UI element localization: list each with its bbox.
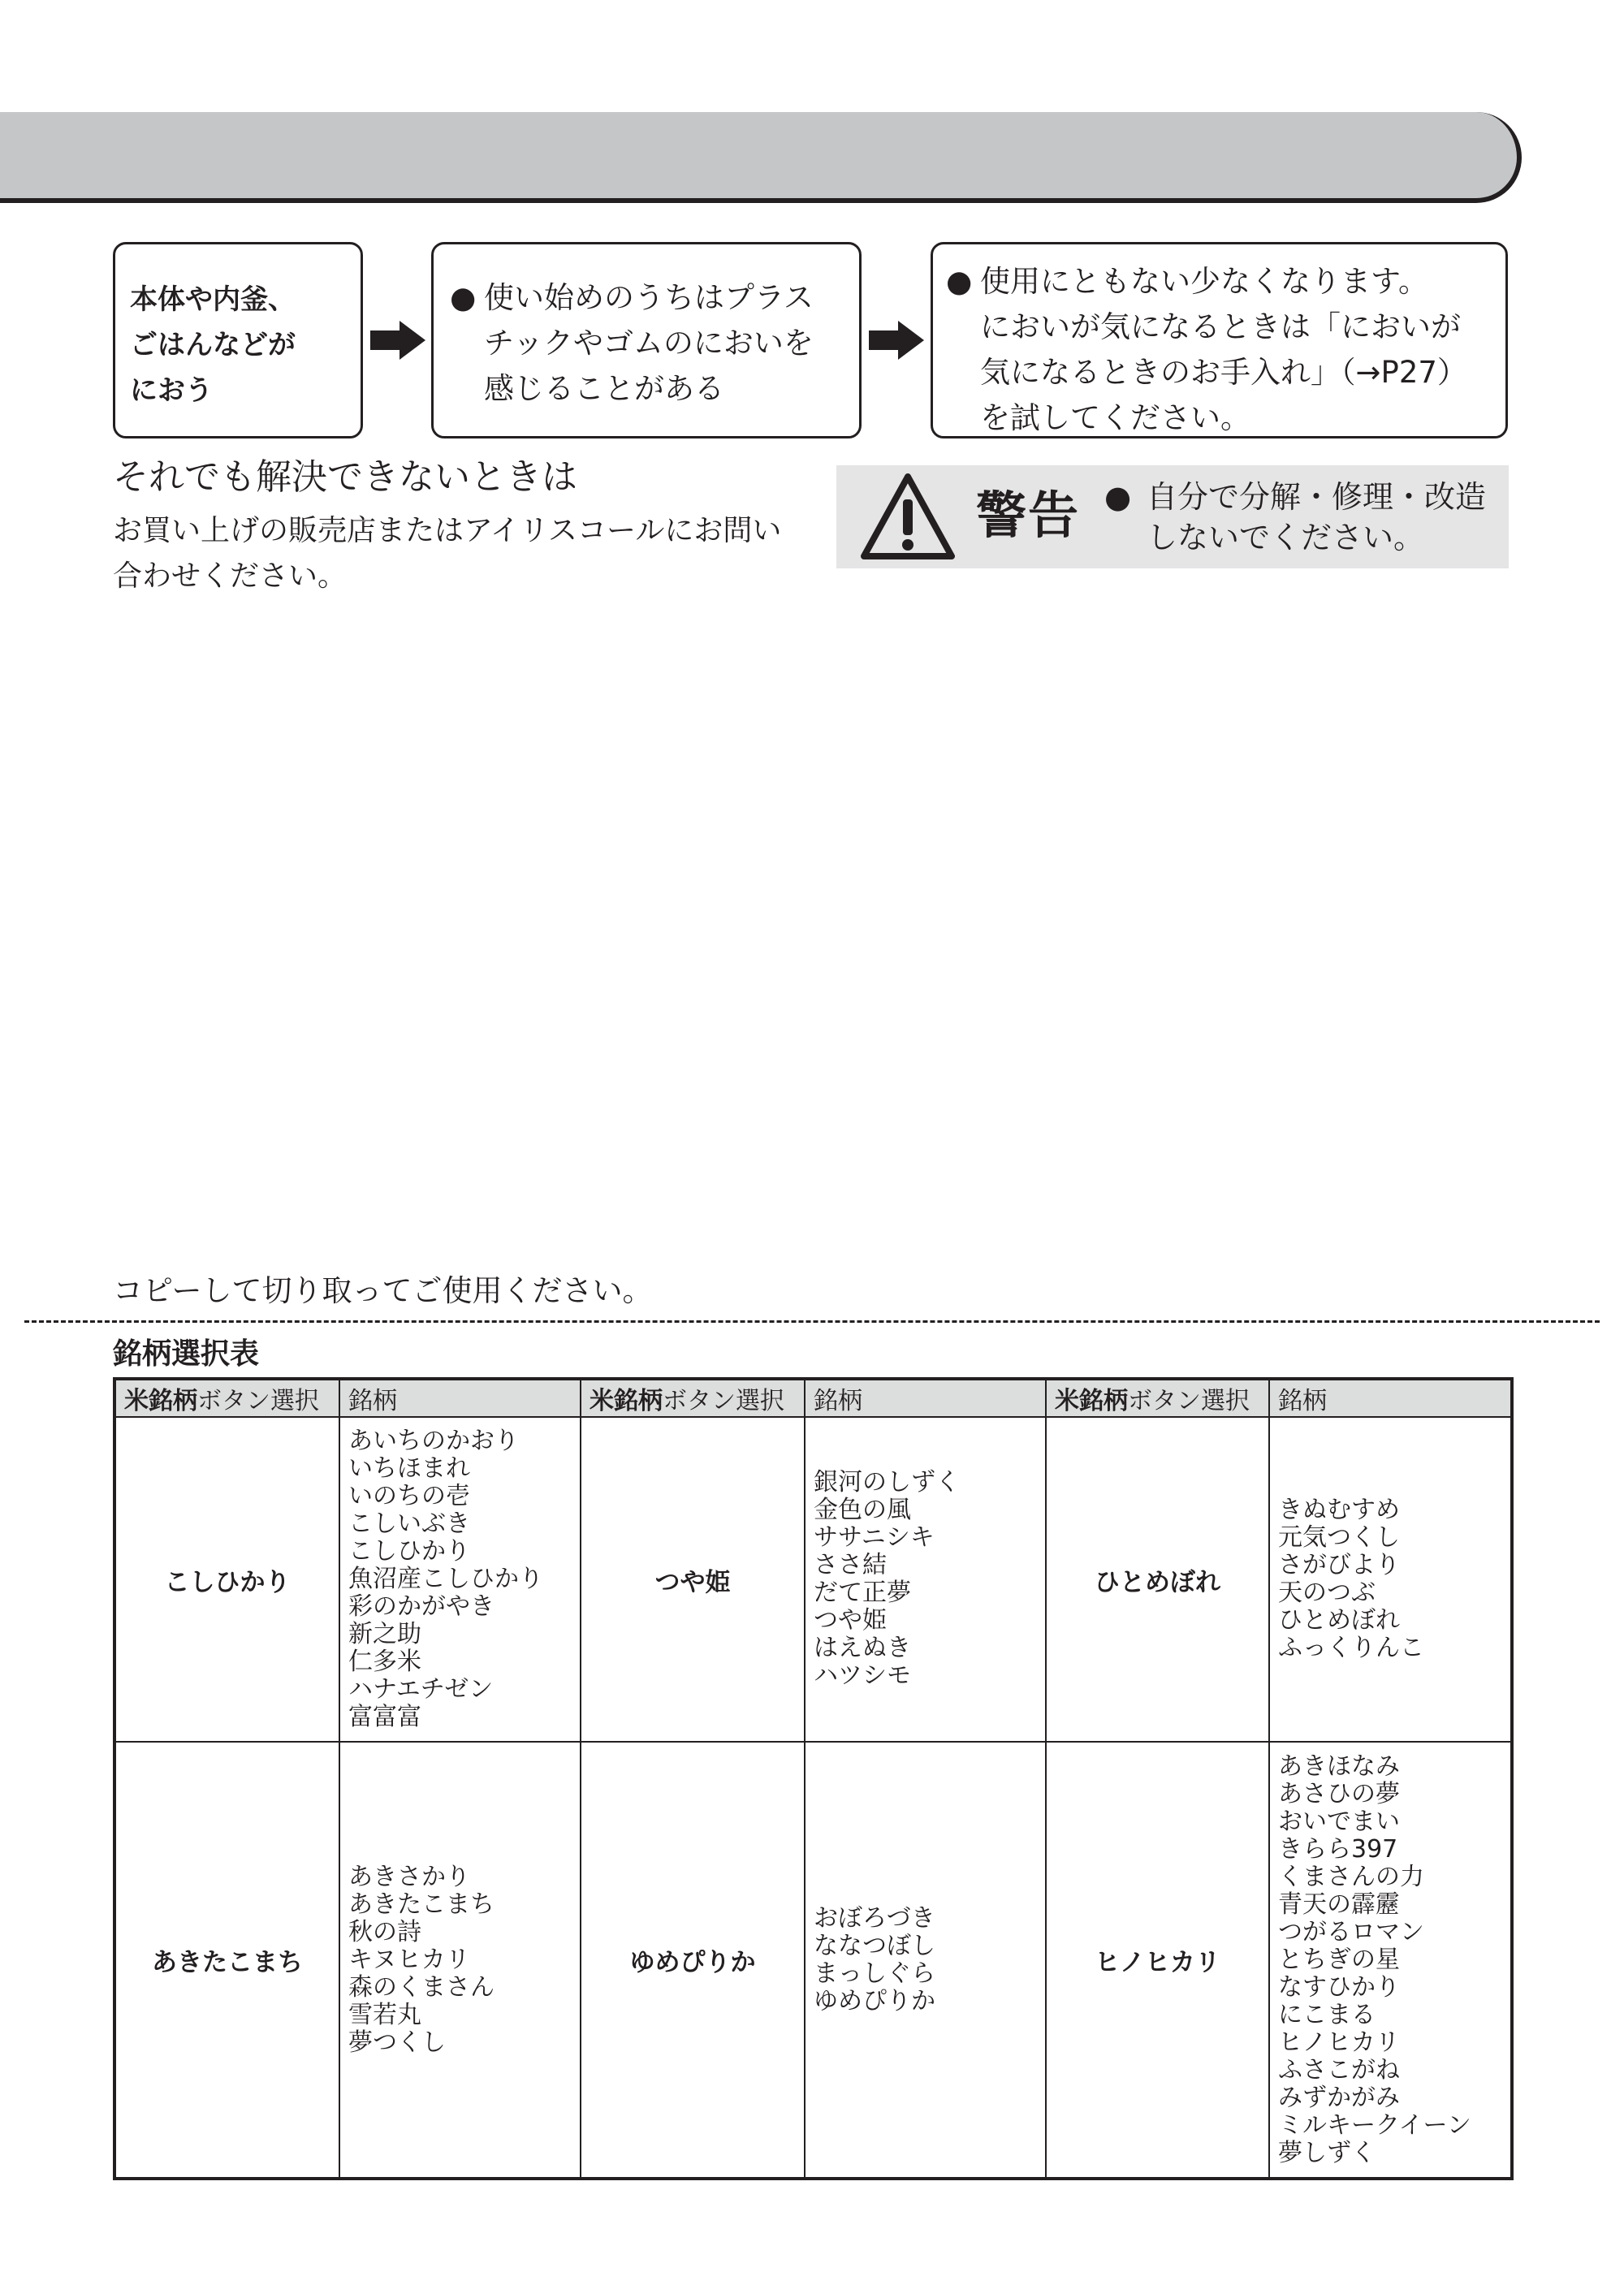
symptom-line: ごはんなどが xyxy=(130,329,296,361)
brand-item: 天のつぶ xyxy=(1278,1579,1376,1607)
button-cell: ひとめぼれ xyxy=(1046,1417,1269,1742)
header-button-select: 米銘柄ボタン選択 xyxy=(1046,1379,1269,1417)
brand-item: 新之助 xyxy=(348,1620,421,1648)
brand-list-cell xyxy=(1269,1417,1512,1742)
brand-item: ミルキークイーン xyxy=(1278,2110,1471,2140)
button-cell: あきたこまち xyxy=(114,1742,339,2179)
remedy-line: においが気になるときは「においが xyxy=(980,309,1461,344)
unsolved-title: それでも解決できないときは xyxy=(113,456,577,498)
brand-item: 銀河のしずく xyxy=(814,1468,960,1497)
brand-item: こしいぶき xyxy=(348,1510,470,1538)
brand-item: 金色の風 xyxy=(814,1496,911,1524)
bullet-icon: ● xyxy=(946,264,973,299)
rice-brand-table xyxy=(113,1377,1514,2180)
warning-triangle-icon xyxy=(859,472,957,561)
section-header-bar xyxy=(0,112,1522,203)
brand-item: ゆめぴりか xyxy=(814,1986,935,2015)
warning-text xyxy=(1104,477,1502,558)
brand-item: だて正夢 xyxy=(814,1579,911,1607)
brand-list-cell xyxy=(339,1742,581,2179)
brand-list-cell xyxy=(805,1742,1046,2179)
warning-line: 自分で分解・修理・改造 xyxy=(1147,479,1487,515)
brand-item: ハナエチゼン xyxy=(348,1675,494,1704)
brand-item: さがびより xyxy=(1278,1551,1400,1579)
brand-item: にこまる xyxy=(1278,2000,1376,2029)
brand-item: 青天の霹靂 xyxy=(1278,1890,1400,1919)
cause-box xyxy=(431,242,862,438)
brand-item: こしひかり xyxy=(348,1537,470,1566)
brand-item: 彩のかがやき xyxy=(348,1592,495,1621)
brand-item: ハツシモ xyxy=(814,1661,911,1690)
brand-item: あきたこまち xyxy=(348,1890,495,1919)
table-header-row xyxy=(114,1379,1512,1417)
button-cell: こしひかり xyxy=(114,1417,339,1742)
cause-line: 使い始めのうちはプラス xyxy=(484,280,814,315)
brand-item: 仁多米 xyxy=(348,1648,421,1676)
brand-item: とちぎの星 xyxy=(1278,1945,1400,1974)
brand-item: 森のくまさん xyxy=(348,1972,495,2002)
header-button-select: 米銘柄ボタン選択 xyxy=(581,1379,805,1417)
brand-item: 元気つくし xyxy=(1278,1523,1400,1552)
unsolved-text: お買い上げの販売店またはアイリスコールにお問い合わせください。 xyxy=(113,514,782,593)
cut-line xyxy=(24,1320,1600,1323)
remedy-line: を試してください。 xyxy=(980,400,1250,435)
button-cell: つや姫 xyxy=(581,1417,805,1742)
table-row xyxy=(114,1417,1512,1742)
cause-line: チックやゴムのにおいを xyxy=(484,326,814,361)
brand-item: なすひかり xyxy=(1278,1972,1400,2002)
button-cell: ヒノヒカリ xyxy=(1046,1742,1269,2179)
arrow-right-icon xyxy=(869,321,926,360)
table-row xyxy=(114,1742,1512,2179)
brand-item: 夢しずく xyxy=(1278,2138,1376,2167)
brand-item: くまさんの力 xyxy=(1278,1862,1424,1891)
bullet-icon: ● xyxy=(1104,479,1132,515)
symptom-line: 本体や内釜、 xyxy=(130,283,296,316)
header-brand: 銘柄 xyxy=(805,1379,1046,1417)
brand-item: おぼろづき xyxy=(814,1903,935,1933)
copy-note: コピーして切り取ってご使用ください。 xyxy=(113,1273,653,1308)
remedy-text xyxy=(946,259,1492,441)
brand-item: あさひの夢 xyxy=(1278,1779,1400,1808)
warning-line: しないでください。 xyxy=(1147,520,1425,555)
brand-item: まっしぐら xyxy=(814,1959,935,1988)
cause-line: 感じることがある xyxy=(484,371,724,406)
remedy-line: 気になるときのお手入れ」（→P27） xyxy=(980,355,1467,390)
brand-item: 富富富 xyxy=(348,1703,421,1731)
brand-item: ななつぼし xyxy=(814,1931,935,1960)
symptom-box xyxy=(113,242,363,438)
table-title: 銘柄選択表 xyxy=(113,1337,260,1371)
brand-item: ヒノヒカリ xyxy=(1278,2028,1400,2057)
brand-item: きらら397 xyxy=(1278,1834,1398,1864)
brand-item: 夢つくし xyxy=(348,2028,446,2057)
arrow-right-icon xyxy=(370,321,427,360)
brand-item: 秋の詩 xyxy=(348,1917,421,1946)
remedy-box xyxy=(931,242,1508,438)
brand-item: ササニシキ xyxy=(814,1523,935,1552)
brand-item: つや姫 xyxy=(814,1606,887,1635)
brand-item: はえぬき xyxy=(814,1634,911,1662)
bullet-icon: ● xyxy=(450,280,477,315)
remedy-line: 使用にともない少なくなります。 xyxy=(980,264,1429,299)
header-brand: 銘柄 xyxy=(339,1379,581,1417)
brand-item: ふっくりんこ xyxy=(1278,1634,1424,1662)
brand-item: みずかがみ xyxy=(1278,2083,1400,2112)
brand-list-cell xyxy=(805,1417,1046,1742)
warning-box xyxy=(836,465,1509,568)
header-brand: 銘柄 xyxy=(1269,1379,1512,1417)
brand-item: つがるロマン xyxy=(1278,1917,1424,1946)
warning-label: 警告 xyxy=(976,486,1081,545)
brand-item: ささ結 xyxy=(814,1551,887,1579)
brand-item: きぬむすめ xyxy=(1278,1496,1400,1524)
symptom-line: におう xyxy=(130,374,213,407)
brand-item: ひとめぼれ xyxy=(1278,1606,1400,1635)
brand-list-cell xyxy=(339,1417,581,1742)
brand-item: あいちのかおり xyxy=(348,1427,519,1455)
brand-item: いのちの壱 xyxy=(348,1482,470,1510)
brand-item: おいでまい xyxy=(1278,1807,1400,1836)
brand-item: 雪若丸 xyxy=(348,2000,421,2029)
brand-item: 魚沼産こしひかり xyxy=(348,1565,543,1593)
cause-text xyxy=(450,275,843,412)
brand-item: ふさこがね xyxy=(1278,2055,1400,2084)
brand-item: あきさかり xyxy=(348,1862,470,1891)
button-cell: ゆめぴりか xyxy=(581,1742,805,2179)
brand-item: あきほなみ xyxy=(1278,1752,1400,1781)
brand-list-cell xyxy=(1269,1742,1512,2179)
header-button-select: 米銘柄ボタン選択 xyxy=(114,1379,339,1417)
brand-item: いちほまれ xyxy=(348,1454,470,1483)
brand-item: キヌヒカリ xyxy=(348,1945,470,1974)
